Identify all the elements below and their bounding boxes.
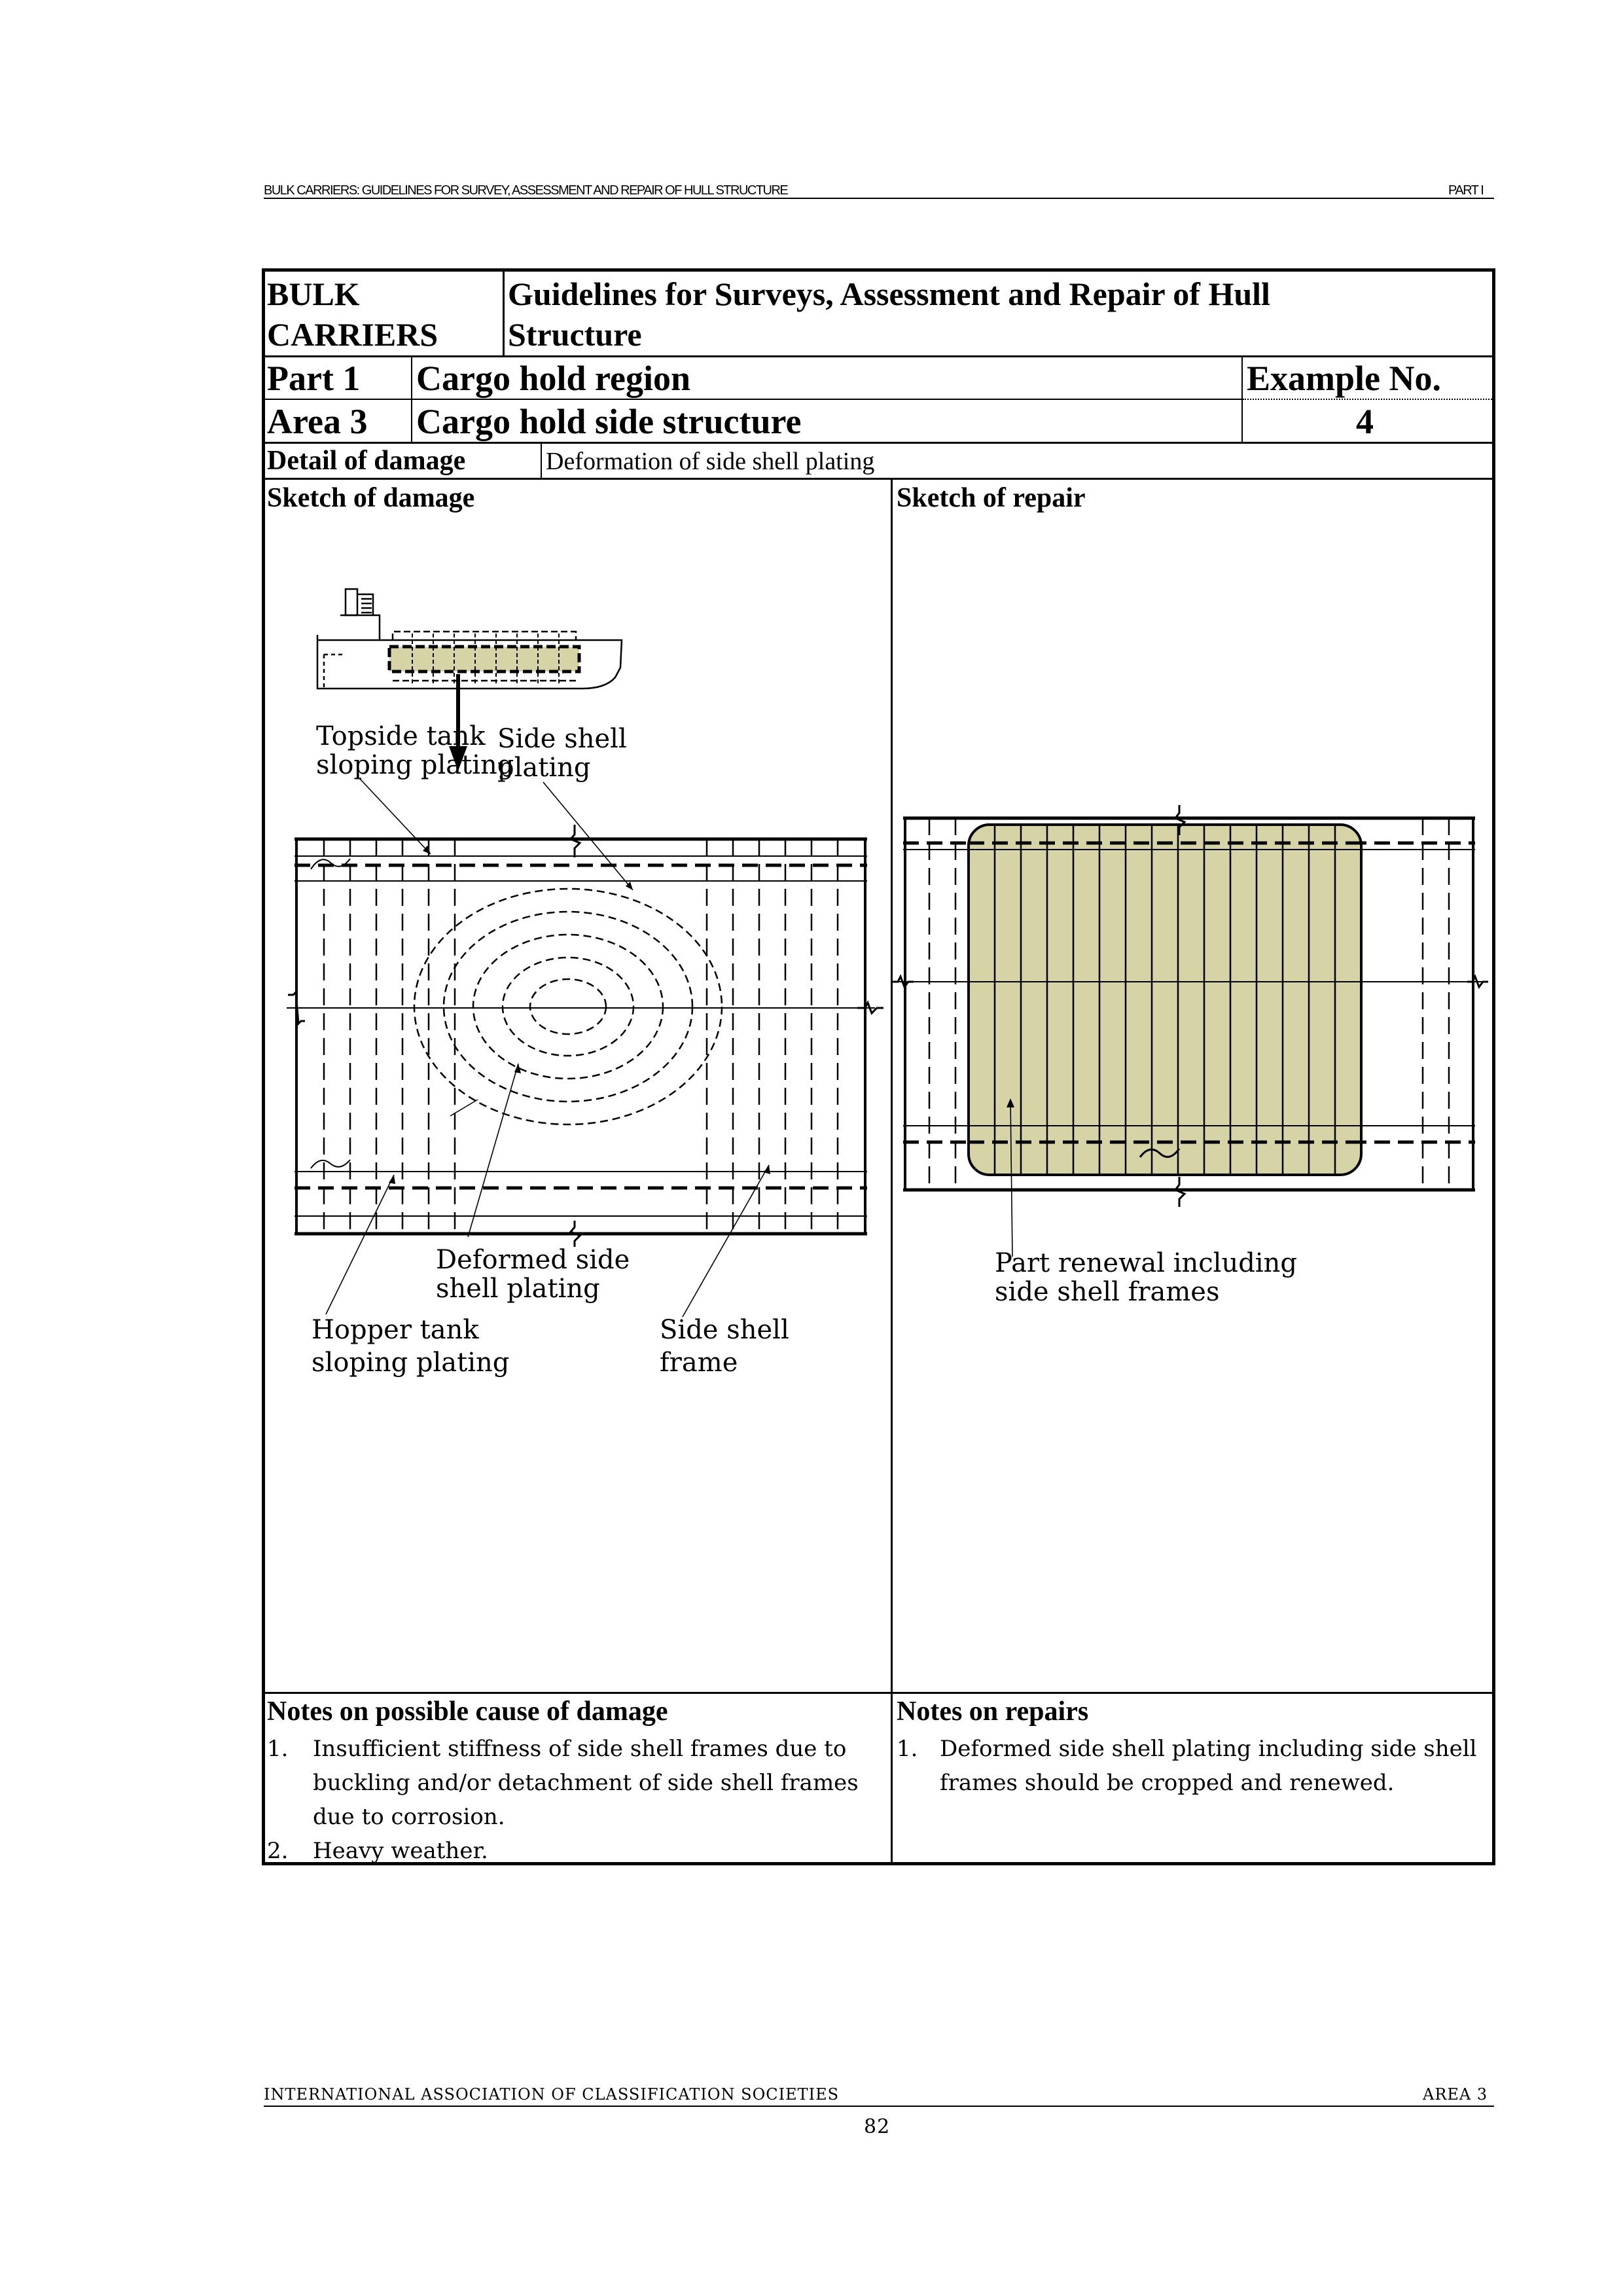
notes-repair-label: Notes on repairs <box>897 1696 1089 1727</box>
label-renewal-1: Part renewal including <box>995 1248 1297 1278</box>
detail-divider-v <box>541 443 542 478</box>
area-value: Cargo hold side structure <box>416 402 802 441</box>
part-row-rule <box>262 399 1241 400</box>
ship-profile <box>317 589 622 689</box>
running-header-left: BULK CARRIERS: GUIDELINES FOR SURVEY, ASSESSMENT AND REPAIR OF HULL STRUCTURE <box>264 183 788 198</box>
footer-left: INTERNATIONAL ASSOCIATION OF CLASSIFICATION SOCIETIES <box>264 2085 840 2104</box>
notes-repair-item-1-line2: frames should be cropped and renewed. <box>940 1770 1395 1796</box>
form-left-title <box>267 274 503 355</box>
detail-value: Deformation of side shell plating <box>546 448 875 475</box>
title-divider-v <box>503 268 505 357</box>
repair-sketch <box>891 785 1493 1329</box>
label-frame-2: frame <box>660 1348 738 1378</box>
form-main-title <box>508 274 1489 355</box>
footer-right: AREA 3 <box>1423 2085 1488 2104</box>
notes-repair-item-1 <box>897 1732 1477 1800</box>
notes-cause-item-1-line1: Insufficient stiffness of side shell frames due to <box>313 1736 847 1762</box>
damage-sketch <box>262 576 890 1394</box>
label-topside-1: Topside tank <box>316 721 486 751</box>
part-label: Part 1 <box>267 359 361 398</box>
example-dotted-rule <box>1243 399 1494 400</box>
left-title-line2: CARRIERS <box>267 316 438 353</box>
main-title-line2: Structure <box>508 316 642 353</box>
notes-repair-item-1-num: 1. <box>897 1736 918 1762</box>
example-label: Example No. <box>1247 359 1441 398</box>
main-title-line1: Guidelines for Surveys, Assessment and Repair of Hull <box>508 276 1270 312</box>
area-row-rule <box>262 442 1495 444</box>
leader-lines <box>326 779 769 1317</box>
notes-cause-item-1-line3: due to corrosion. <box>313 1804 505 1830</box>
notes-cause-item-2-line1: Heavy weather. <box>313 1838 488 1864</box>
label-renewal-2: side shell frames <box>995 1277 1220 1307</box>
header-rule <box>264 198 1494 199</box>
detail-label: Detail of damage <box>267 446 466 476</box>
notes-cause-item-1-line2: buckling and/or detachment of side shell frames <box>313 1770 859 1796</box>
label-deformed-1: Deformed side <box>436 1245 630 1275</box>
leader-arrowheads <box>389 846 770 1184</box>
part-value: Cargo hold region <box>416 359 691 398</box>
page-number: 82 <box>864 2115 891 2138</box>
notes-repair-item-1-line1: Deformed side shell plating including side shell <box>940 1736 1477 1762</box>
notes-cause-item-1-num: 1. <box>267 1736 289 1762</box>
detail-row-rule <box>262 478 1495 480</box>
example-value: 4 <box>1356 402 1374 441</box>
sketch-damage-label: Sketch of damage <box>267 483 475 513</box>
notes-cause-item-1 <box>267 1732 859 1834</box>
footer-rule <box>264 2106 1494 2107</box>
notes-cause-item-2 <box>267 1834 488 1868</box>
area-label: Area 3 <box>267 402 368 441</box>
title-row-rule <box>262 355 1495 357</box>
label-hopper-2: sloping plating <box>312 1348 510 1378</box>
cargo-hold-highlight <box>389 647 579 672</box>
renewal-area <box>969 825 1361 1175</box>
label-sideshell-1: Side shell <box>497 724 627 754</box>
sketch-repair-label: Sketch of repair <box>897 483 1086 513</box>
label-frame-1: Side shell <box>660 1315 789 1345</box>
label-sideshell-2: plating <box>497 753 591 783</box>
left-title-line1: BULK <box>267 276 360 312</box>
notes-cause-item-2-num: 2. <box>267 1838 289 1864</box>
label-deformed-2: shell plating <box>436 1274 600 1304</box>
running-header-right: PART I <box>1448 183 1484 198</box>
notes-cause-label: Notes on possible cause of damage <box>267 1696 668 1727</box>
label-topside-2: sloping plating <box>316 750 514 780</box>
label-hopper-1: Hopper tank <box>312 1315 479 1345</box>
damage-panel <box>287 825 883 1247</box>
